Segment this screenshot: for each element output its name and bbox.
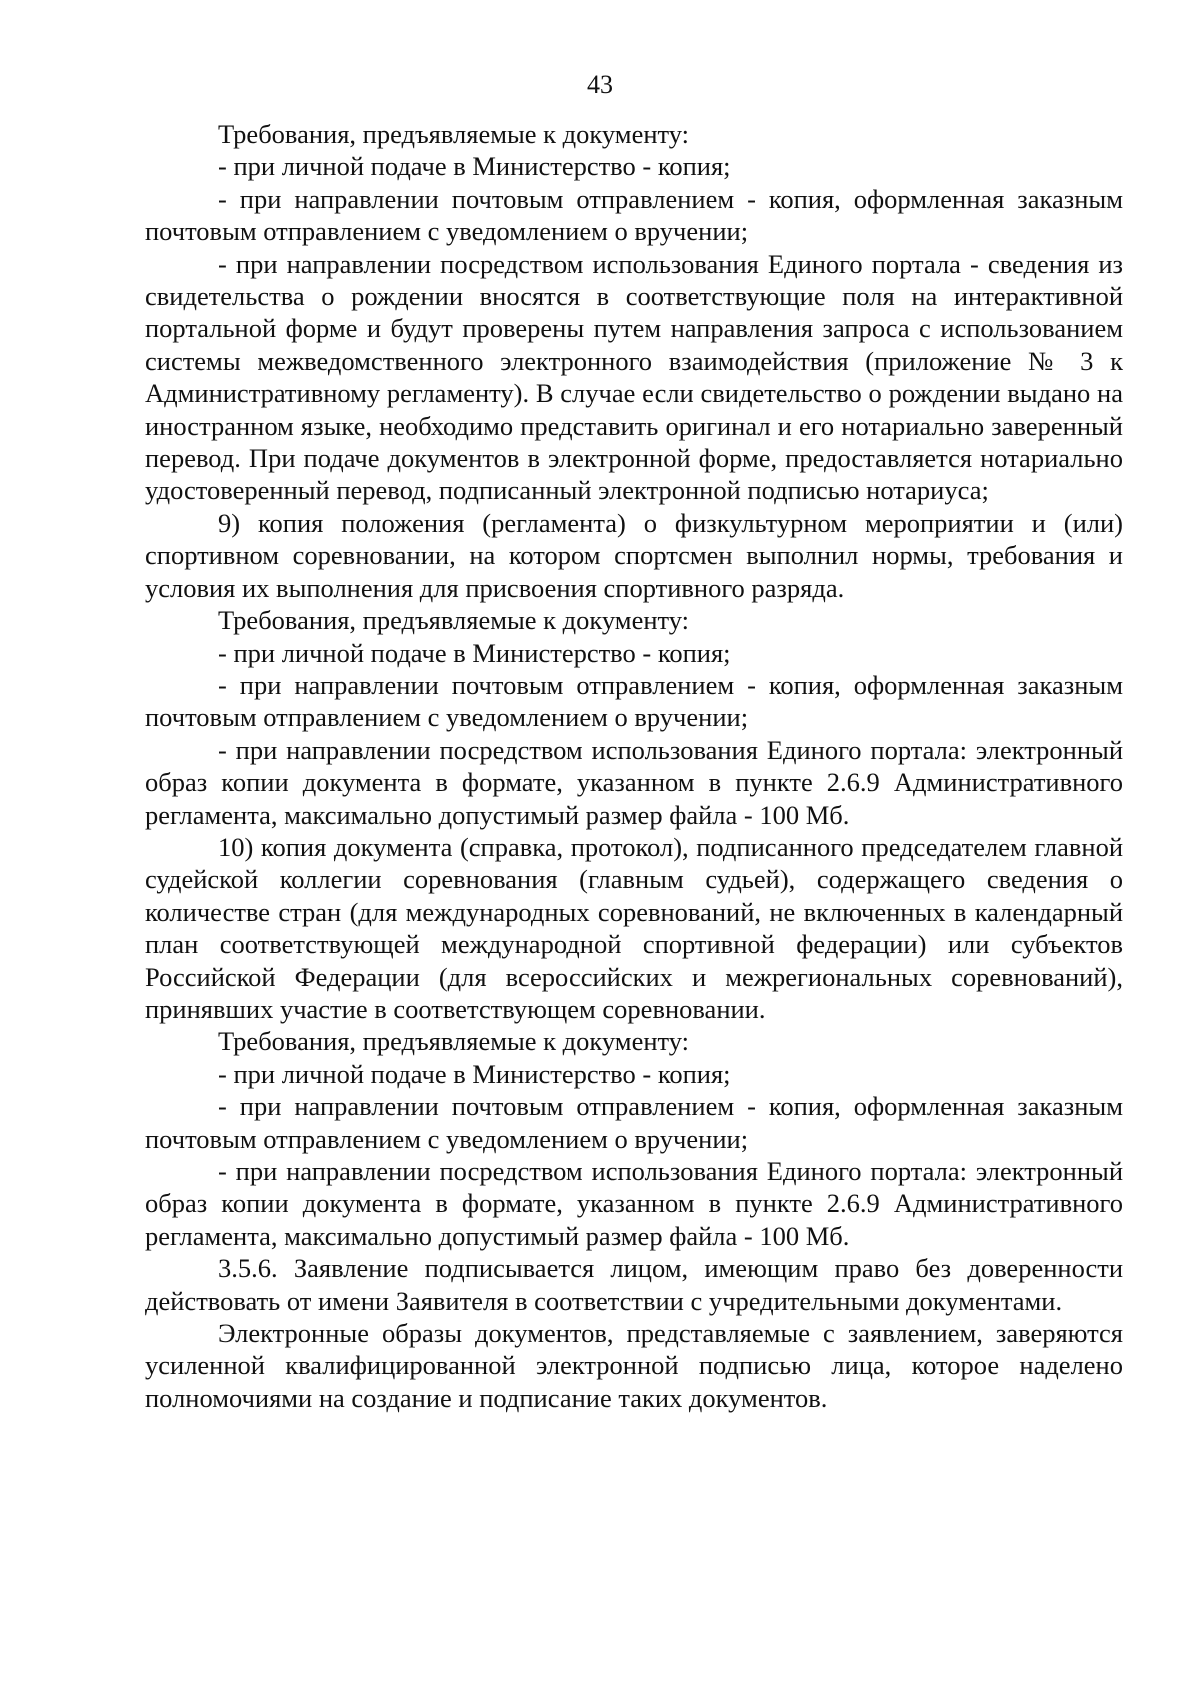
requirements-heading: Требования, предъявляемые к документу:	[218, 1026, 690, 1057]
electronic-images-paragraph: Электронные образы документов, представляемые с заявлением, заверяются усиленной квалифицированной электронной подписью лица, которое наделено полномочиями на создание и подписание таких документов.	[145, 1318, 1123, 1413]
requirement-postal-submission: - при направлении почтовым отправлением - копия, оформленная заказным почтовым отправлением с уведомлением о вручении;	[145, 1091, 1123, 1154]
item-10-paragraph: 10) копия документа (справка, протокол), подписанного председателем главной судейской коллегии соревнования (главным судьей), содержащего сведения о количестве стран (для международных соревнований, не включенных в календарный план соответствующей международной спортивной федерации) или субъектов Российской Федерации (для всероссийских и межрегиональных соревнований), принявших участие в соответствующем соревновании.	[145, 831, 1123, 1024]
page-number: 43	[587, 70, 613, 99]
requirement-portal-submission: - при направлении посредством использования Единого портала - сведения из свидетельства о рождении вносятся в соответствующие поля на интерактивной портальной форме и будут проверены путем направления запроса с использованием системы межведомственного электронного взаимодействия (приложение № 3 к Административному регламенту). В случае если свидетельство о рождении выдано на иностранном языке, необходимо представить оригинал и его нотариально заверенный перевод. При подаче документов в электронной форме, предоставляется нотариально удостоверенный перевод, подписанный электронной подписью нотариуса;	[145, 248, 1123, 506]
section-3-5-6-paragraph: 3.5.6. Заявление подписывается лицом, имеющим право без доверенности действовать от имени Заявителя в соответствии с учредительными документами.	[145, 1253, 1123, 1316]
requirement-personal-submission: - при личной подаче в Министерство - копия;	[218, 151, 731, 182]
requirement-personal-submission: - при личной подаче в Министерство - копия;	[218, 1058, 731, 1089]
document-body	[145, 118, 1123, 1414]
requirement-portal-submission: - при направлении посредством использования Единого портала: электронный образ копии документа в формате, указанном в пункте 2.6.9 Административного регламента, максимально допустимый размер файла - 100 Мб.	[145, 734, 1123, 830]
requirements-heading: Требования, предъявляемые к документу:	[218, 119, 690, 149]
requirement-portal-submission: - при направлении посредством использования Единого портала: электронный образ копии документа в формате, указанном в пункте 2.6.9 Административного регламента, максимально допустимый размер файла - 100 Мб.	[145, 1156, 1123, 1251]
requirement-postal-submission: - при направлении почтовым отправлением - копия, оформленная заказным почтовым отправлением с уведомлением о вручении;	[145, 183, 1123, 247]
item-9-paragraph: 9) копия положения (регламента) о физкультурном мероприятии и (или) спортивном соревновании, на котором спортсмен выполнил нормы, требования и условия их выполнения для присвоения спортивного разряда.	[145, 507, 1123, 603]
requirements-heading: Требования, предъявляемые к документу:	[218, 605, 690, 636]
requirement-postal-submission: - при направлении почтовым отправлением - копия, оформленная заказным почтовым отправлением с уведомлением о вручении;	[145, 669, 1123, 733]
requirement-personal-submission: - при личной подаче в Министерство - копия;	[218, 637, 731, 668]
